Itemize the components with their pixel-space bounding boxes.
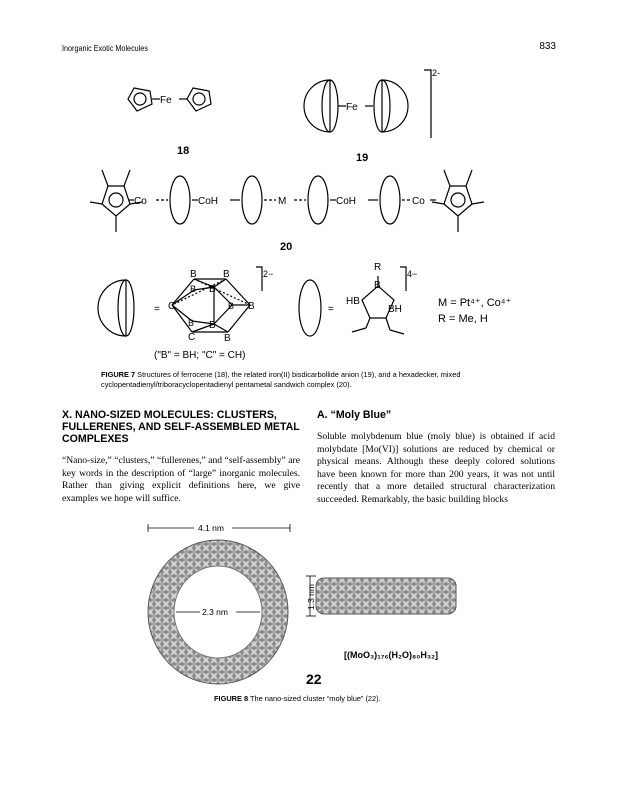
charge-ring: 4− xyxy=(407,269,418,279)
m-label: M xyxy=(278,196,287,207)
atom-b-bottom: B xyxy=(224,333,231,344)
ring-height-label: 1.3 nm xyxy=(306,584,316,610)
atom-b-lower-2: B xyxy=(209,320,216,331)
fe-label-19: Fe xyxy=(346,102,358,113)
cluster-formula: [(MoO₃)₁₇₆(H₂O)₈₀H₃₂] xyxy=(344,650,438,660)
fe-label-18: Fe xyxy=(160,95,172,106)
running-title: Inorganic Exotic Molecules xyxy=(62,43,148,53)
cyclopentadienyl-ring-left xyxy=(128,88,152,111)
inner-diameter-label: 2.3 nm xyxy=(202,607,228,617)
co-left-label: Co xyxy=(134,196,147,207)
compound-number-22: 22 xyxy=(306,671,322,687)
compound-number-20: 20 xyxy=(280,241,293,253)
metal-definition: M = Pt⁴⁺, Co⁴⁺ xyxy=(438,297,512,309)
atom-b-right-2: B xyxy=(248,301,255,312)
atom-b-inner-1: B xyxy=(190,284,197,294)
figure-7-label: FIGURE 7 xyxy=(101,370,136,379)
charge-19: 2- xyxy=(432,68,441,78)
figure-7-caption-text: Structures of ferrocene (18), the related iron(II) bisdicarbollide anion (19), and a hexadecker, mixed cyclopentadienyl/triboracyclopentadienyl pentametal sandwich complex (20). xyxy=(101,370,461,389)
figure-7-caption xyxy=(101,370,521,390)
equals-sign-1: = xyxy=(154,304,160,315)
atom-b-ring: B xyxy=(374,280,381,291)
subsection-paragraph: Soluble molybdenum blue (moly blue) is obtained if acid molybdate [Mo(VI)] solutions are reduced by chemical or physical means. Although these deeply colored solutions have been known for more than 200 years, it was not until recently that a more detailed structural characterization succeeded. Remarkably, the basic building blocks xyxy=(317,431,555,505)
atom-legend: ("B" = BH; "C" = CH) xyxy=(154,350,246,361)
charge-cluster: 2− xyxy=(263,269,274,279)
compound-number-18: 18 xyxy=(177,145,190,157)
atom-b-top-1: B xyxy=(190,269,197,280)
coh-right-label: CoH xyxy=(336,196,357,207)
atom-b-right-1: B xyxy=(228,301,235,311)
section-heading: X. NANO-SIZED MOLECULES: CLUSTERS, FULLERENES, AND SELF-ASSEMBLED METAL COMPLEXES xyxy=(62,409,300,445)
figure-7-structures xyxy=(90,66,560,364)
section-paragraph: “Nano-size,” “clusters,” “fullerenes,” and “self-assembly” are key words in the description of “large” inorganic molecules. Rather than giving explicit definitions here, we give examples we hope will suffice. xyxy=(62,455,300,504)
atom-b-lower-1: B xyxy=(188,318,195,328)
atom-c-lower: C xyxy=(188,332,196,343)
atom-c-left: C xyxy=(168,301,176,312)
subsection-heading: A. “Moly Blue” xyxy=(317,409,392,421)
figure-8-caption xyxy=(214,694,514,704)
compound-number-19: 19 xyxy=(356,152,369,164)
figure-8-caption-text: The nano-sized cluster “moly blue” (22). xyxy=(250,694,381,703)
co-right-label: Co xyxy=(412,196,425,207)
atom-bh: BH xyxy=(388,304,402,315)
substituent-r: R xyxy=(374,262,382,273)
atom-hb: HB xyxy=(346,296,360,307)
coh-left-label: CoH xyxy=(198,196,219,207)
cyclopentadienyl-ring-right xyxy=(187,88,211,111)
outer-diameter-label: 4.1 nm xyxy=(198,523,224,533)
page-number: 833 xyxy=(539,41,556,52)
cluster-ring-side-view xyxy=(316,578,456,614)
figure-8-label: FIGURE 8 xyxy=(214,694,249,703)
r-definition: R = Me, H xyxy=(438,313,488,325)
figure-8-moly-blue xyxy=(130,520,460,690)
atom-b-top-2: B xyxy=(223,269,230,280)
equals-sign-2: = xyxy=(328,304,334,315)
atom-b-inner-2: B xyxy=(209,284,216,295)
